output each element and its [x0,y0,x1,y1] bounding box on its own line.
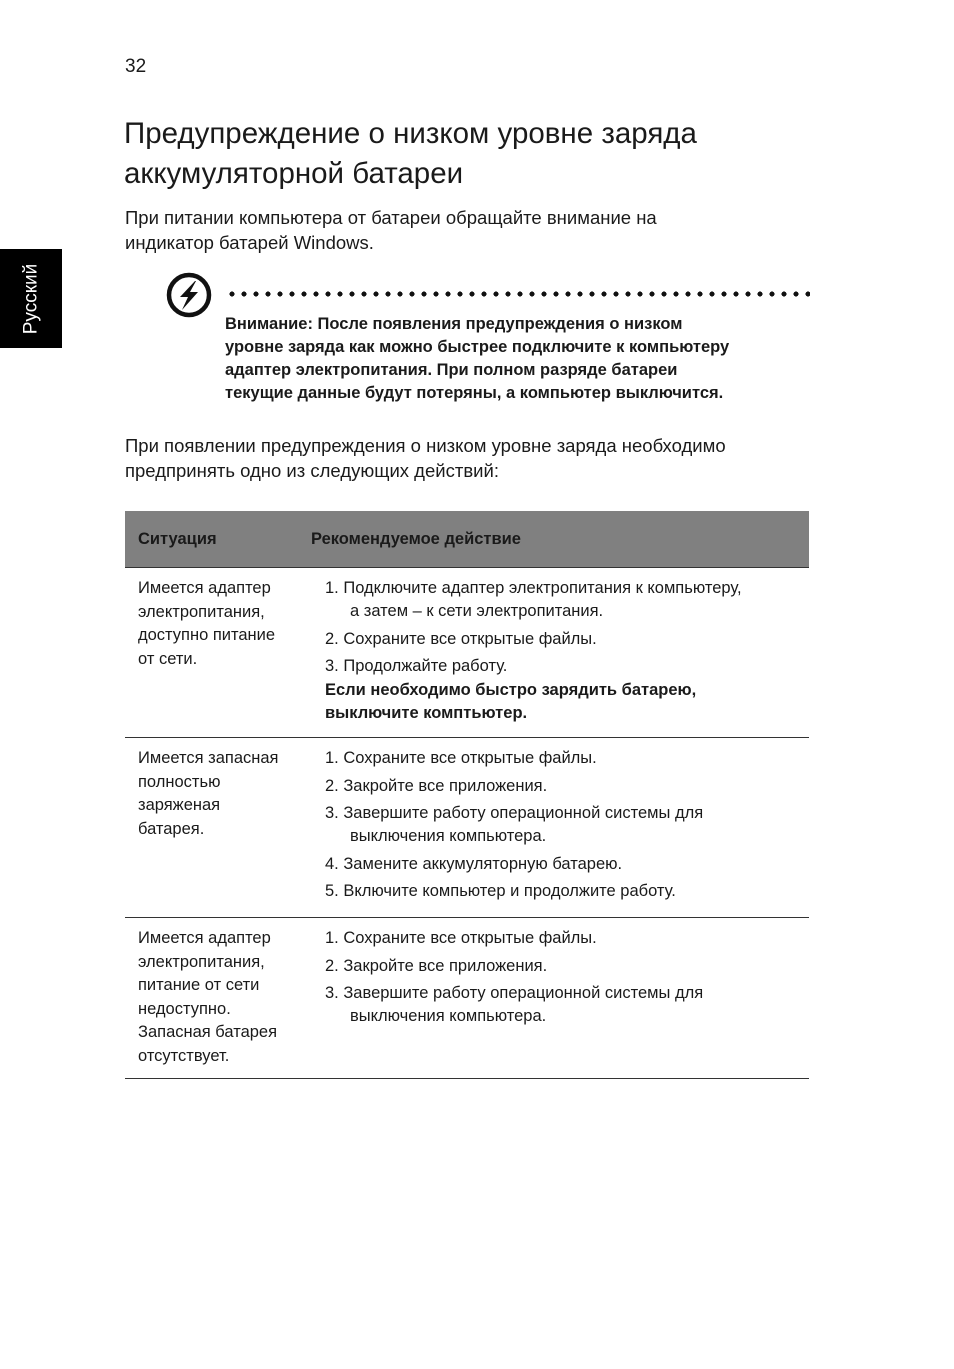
actions-paragraph [125,433,825,483]
intro-line: При питании компьютера от батареи обращайте внимание на [125,207,657,228]
step-text: 3. Завершите работу операционной системы для [325,984,704,1002]
action-step [325,955,809,978]
step-text: 4. Замените аккумуляторную батарею. [325,854,623,873]
dotted-separator [226,291,810,297]
situation-line: Имеется адаптер [138,929,271,947]
table-header [125,511,809,567]
step-text: 1. Сохраните все открытые файлы. [325,929,597,947]
title-line: Предупреждение о низком уровне заряда [124,117,697,150]
situation-cell [125,738,325,917]
situation-line: Запасная батарея [138,1023,278,1041]
situation-line: недоступно. [138,999,231,1018]
warning-line: уровне заряда как можно быстрее подключите к компьютеру [225,338,730,356]
note-line: Если необходимо быстро зарядить батарею, [325,680,697,699]
warning-line: Внимание: После появления предупреждения о низком [225,315,683,333]
action-cell [325,918,809,1078]
header-situation: Ситуация [138,529,217,548]
intro-line: индикатор батарей Windows. [125,232,374,253]
warning-text [225,313,815,405]
intro-paragraph [125,205,815,255]
page-number: 32 [125,56,147,77]
step-text: 3. Продолжайте работу. [325,657,508,675]
action-note [325,679,809,725]
table-row [125,567,809,738]
step-text-cont: выключения компьютера. [350,827,547,845]
situation-line: Имеется запасная [138,749,279,767]
step-text: 3. Завершите работу операционной системы для [325,804,704,822]
step-text-cont: а затем – к сети электропитания. [350,602,604,620]
language-label: Русский [20,263,41,334]
action-step [325,982,809,1028]
actions-line: При появлении предупреждения о низком уровне заряда необходимо [125,435,726,456]
actions-line: предпринять одно из следующих действий: [125,460,499,481]
situation-line: от сети. [138,649,198,668]
action-cell [325,568,809,737]
situation-line: заряженая [138,796,221,814]
situation-line: полностью [138,772,221,791]
table-row [125,738,809,918]
warning-line: адаптер электропитания. При полном разряде батареи [225,361,678,379]
action-step [325,853,809,876]
situation-line: питание от сети [138,976,260,994]
action-step [325,628,809,651]
situation-line: батарея. [138,819,205,838]
situation-cell [125,568,325,737]
action-step [325,802,809,848]
language-side-tab [0,249,62,348]
step-text: 1. Подключите адаптер электропитания к компьютеру, [325,579,742,597]
note-line: выключите комптьютер. [325,703,528,722]
action-cell [325,738,809,917]
action-step [325,577,809,623]
situation-line: Имеется адаптер [138,579,271,597]
action-step [325,927,809,950]
action-step [325,775,809,798]
page-title [124,114,824,194]
step-text-cont: выключения компьютера. [350,1007,547,1025]
situation-line: отсутствует. [138,1046,230,1065]
step-text: 2. Закройте все приложения. [325,776,548,795]
warning-line: текущие данные будут потеряны, а компьютер выключится. [225,384,724,402]
action-step [325,880,809,903]
action-step [325,655,809,678]
title-line: аккумуляторной батареи [124,157,464,190]
step-text: 1. Сохраните все открытые файлы. [325,749,597,767]
situation-line: электропитания, [138,952,265,971]
step-text: 2. Закройте все приложения. [325,956,548,975]
header-action: Рекомендуемое действие [311,529,521,548]
action-step [325,747,809,770]
step-text: 2. Сохраните все открытые файлы. [325,629,597,648]
table-row [125,918,809,1079]
actions-table [125,511,809,1079]
situation-cell [125,918,325,1078]
situation-line: электропитания, [138,602,265,621]
lightning-warning-icon [166,272,212,318]
step-text: 5. Включите компьютер и продолжите работу. [325,882,676,900]
situation-line: доступно питание [138,626,276,644]
